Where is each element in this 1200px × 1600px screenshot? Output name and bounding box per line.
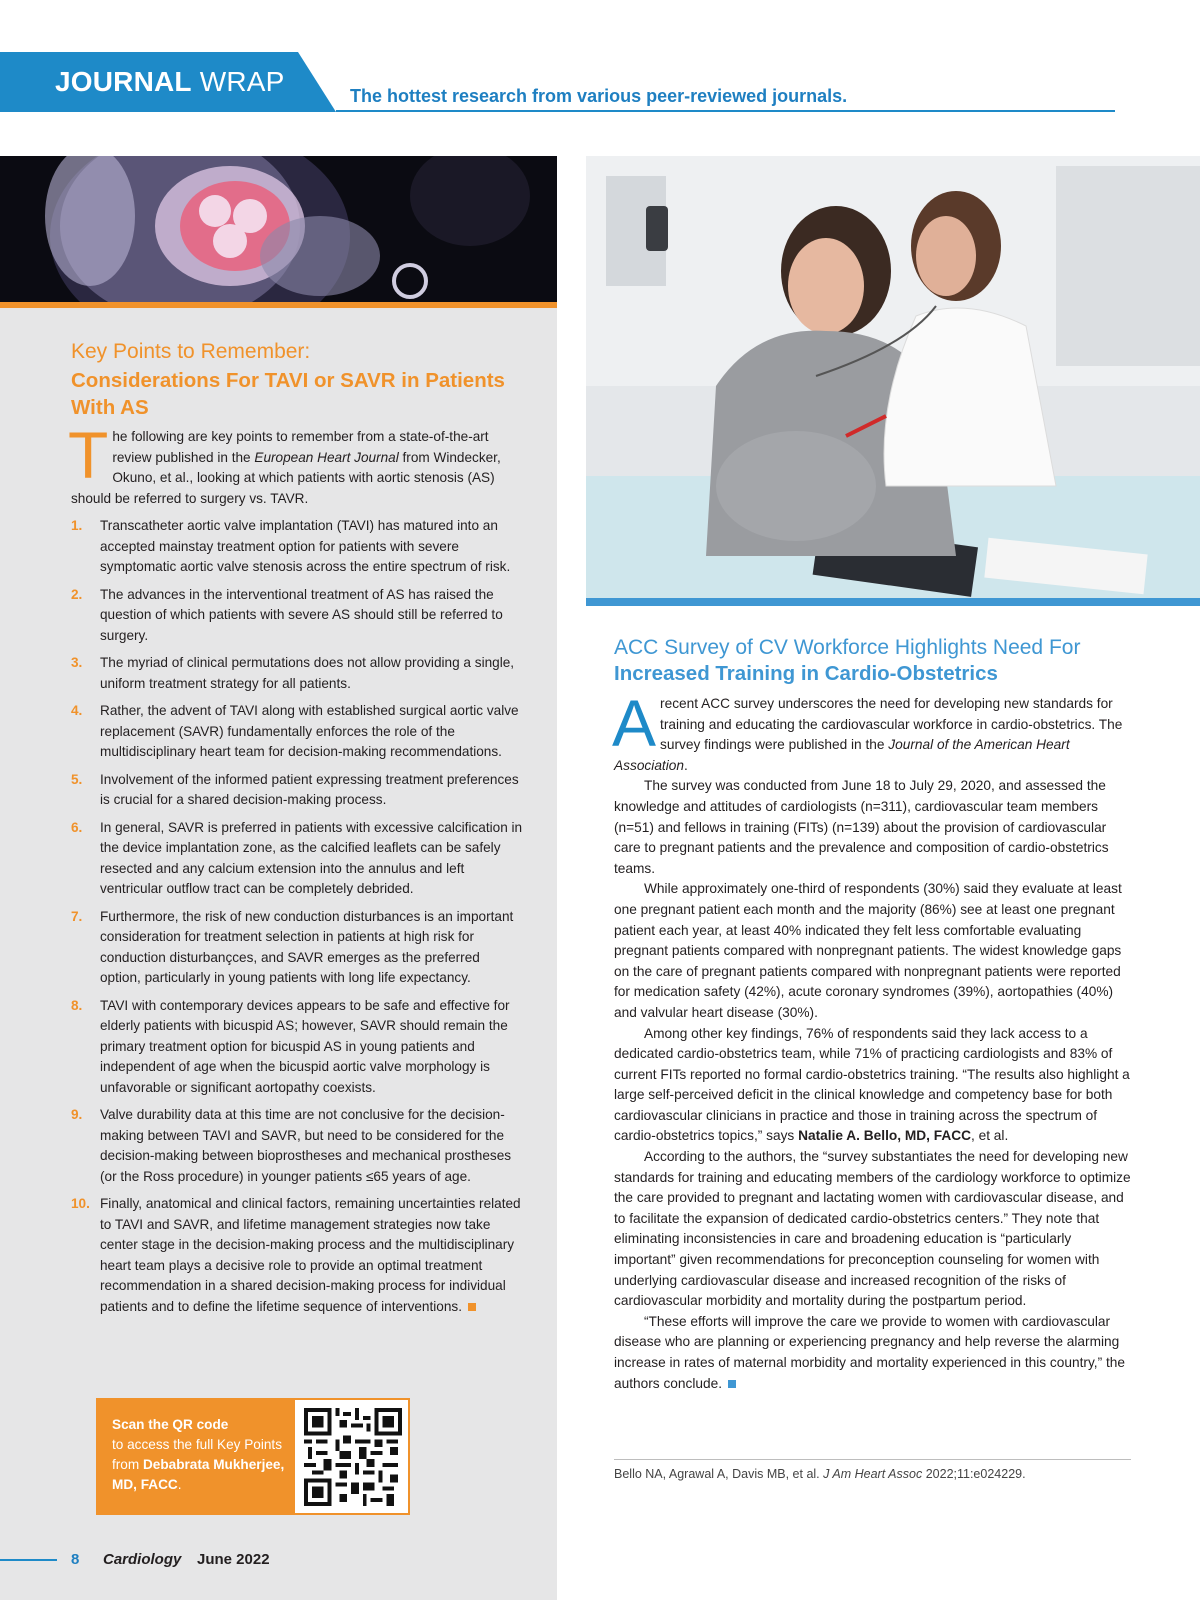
heart-mri-image — [0, 156, 557, 307]
left-article-kicker: Key Points to Remember: — [71, 340, 311, 363]
article-paragraph: A recent ACC survey underscores the need for developing new standards for training and educating the cardiovascular workforce in cardio-obstetrics. The survey findings were published in the Journal of the American Heart Association. — [612, 686, 1123, 773]
key-point-item: 3. The myriad of clinical permutations does not allow providing a single, uniform treatment strategy for all patients. — [71, 655, 515, 691]
image-accent-bar — [586, 598, 1200, 606]
end-mark-icon — [728, 1380, 736, 1388]
dropcap: T — [68, 418, 109, 492]
section-tagline: The hottest research from various peer-reviewed journals. — [350, 86, 848, 106]
key-point-item: 8. TAVI with contemporary devices appears to be safe and effective for elderly patients with bicuspid AS; however, SAVR should remain the primary treatment option for bicuspid AS in young patients and independent of age when the bicuspid aortic valve morphology is unfavorable or significant aortopathy coexists. — [71, 997, 510, 1095]
end-mark-icon — [468, 1303, 476, 1311]
key-point-item: 2. The advances in the interventional treatment of AS has raised the question of which patients with severe AS should still be referred to surgery. — [71, 586, 503, 643]
page-number: 8 — [71, 1551, 80, 1568]
footer-rule — [0, 1559, 57, 1561]
qr-code-icon[interactable] — [303, 1408, 403, 1506]
right-article-kicker: ACC Survey of CV Workforce Highlights Need For — [614, 636, 1081, 659]
header-rule — [336, 110, 1115, 112]
citation: Bello NA, Agrawal A, Davis MB, et al. J Am Heart Assoc 2022;11:e024229. — [614, 1467, 1026, 1481]
key-points-list — [71, 516, 523, 1324]
doctor-patient-photo — [586, 156, 1200, 598]
key-point-item: 7. Furthermore, the risk of new conduction disturbances is an important consideration for treatment selection in patients at high risk for conduction disturbançces, and SAVR emerges as the preferred option, particularly in young patients with long life expectancy. — [71, 908, 514, 985]
right-article-body — [612, 686, 1132, 1394]
article-paragraph: “These efforts will improve the care we provide to women with cardiovascular disease who are planning or experiencing pregnancy and help reverse the alarming increase in rates of maternal morbidity and mortality experienced in this country,” the authors conclude. — [614, 1313, 1125, 1391]
article-paragraph: According to the authors, the “survey substantiates the need for developing new standards for training and educating members of the cardiology workforce to optimize the care provided to pregnant and lactating women with cardiovascular disease, and to facilitate the expansion of dedicated cardio-obstetrics centers.” They note that eliminating inconsistencies in care and broadening education is “particularly important” given recommendations for preconception counseling for women with underlying cardiovascular disease and increased recognition of the risks of cardiovascular morbidity and mortality during the postpartum period. — [614, 1149, 1131, 1309]
key-point-item: 9. Valve durability data at this time are not conclusive for the decision-making between TAVI and SAVR, but need to be considered for the decision-making between bioprostheses and mechanical prostheses (or the Ross procedure) in younger patients ≤65 years of age. — [71, 1107, 512, 1184]
qr-callout[interactable] — [96, 1398, 410, 1515]
qr-callout-text: Scan the QR code to access the full Key Points from Debabrata Mukherjee, MD, FACC. — [98, 1400, 295, 1513]
publication-name: Cardiology — [103, 1551, 182, 1568]
section-title: JOURNAL WRAP — [55, 66, 285, 97]
key-point-item: 6. In general, SAVR is preferred in patients with excessive calcification in the device implantation zone, as the calcified leaflets can be safely resected and any calcium extension into the annulus and left ventricular outflow tract can be completely debrided. — [71, 819, 523, 896]
left-article-intro: The following are key points to remember from a state-of-the-art review published in the European Heart Journal from Windecker, Okuno, et al., looking at which patients with aortic stenosis (AS) should be referred to surgery vs. TAVR. — [68, 418, 501, 506]
key-point-item: 10. Finally, anatomical and clinical factors, remaining uncertainties related to TAVI and SAVR, and lifetime management strategies now take center stage in the decision-making process and the multidisciplinary heart team plays a decisive role to provide an optimal treatment recommendation in a shared decision-making process for individual patients and to define the lifetime sequence of interventions. — [71, 1196, 521, 1314]
key-point-item: 4. Rather, the advent of TAVI along with established surgical aortic valve replacement (SAVR) fundamentally enforces the role of the multidisciplinary heart team for decision-making recommendations. — [71, 703, 519, 759]
article-paragraph: Among other key findings, 76% of respondents said they lack access to a dedicated cardio-obstetrics team, while 71% of practicing cardiologists and 83% of current FITs reported no formal cardio-obstetrics training. “The results also highlight a large self-perceived deficit in the clinical knowledge and competency base for both cardiovascular clinicians in practice and those in training across the spectrum of cardio-obstetrics topics,” says Natalie A. Bello, MD, FACC, et al. — [614, 1025, 1130, 1144]
key-point-item: 5. Involvement of the informed patient expressing treatment preferences is crucial for a shared decision-making process. — [71, 771, 519, 807]
article-paragraph: While approximately one-third of respondents (30%) said they evaluate at least one pregnant patient each month and the majority (86%) see at least one pregnant patient each year, at least 40% indicated they felt less comfortable evaluating pregnant patients compared with nonpregnant patients. The widest knowledge gaps on the care of pregnant patients compared with nonpregnant patients were reported for medication safety (42%), acute coronary syndromes (39%), aortopathies (40%) and valvular heart disease (30%). — [614, 881, 1122, 1020]
dropcap: A — [612, 686, 657, 760]
left-article-title: Considerations For TAVI or SAVR in Patients With AS — [71, 369, 505, 419]
right-article-title: Increased Training in Cardio-Obstetrics — [614, 662, 998, 685]
issue-date: June 2022 — [197, 1551, 270, 1568]
key-point-item: 1. Transcatheter aortic valve implantation (TAVI) has matured into an accepted mainstay treatment option for patients with severe symptomatic aortic valve stenosis across the entire spectrum of risk. — [71, 518, 511, 574]
article-paragraph: The survey was conducted from June 18 to July 29, 2020, and assessed the knowledge and attitudes of cardiologists (n=311), cardiovascular team members (n=51) and fellows in training (FITs) (n=139) about the provision of cardiovascular care to pregnant patients and the prevalence and composition of cardio-obstetrics teams. — [614, 778, 1109, 876]
image-accent-bar — [0, 302, 557, 308]
reference-rule — [614, 1459, 1131, 1460]
